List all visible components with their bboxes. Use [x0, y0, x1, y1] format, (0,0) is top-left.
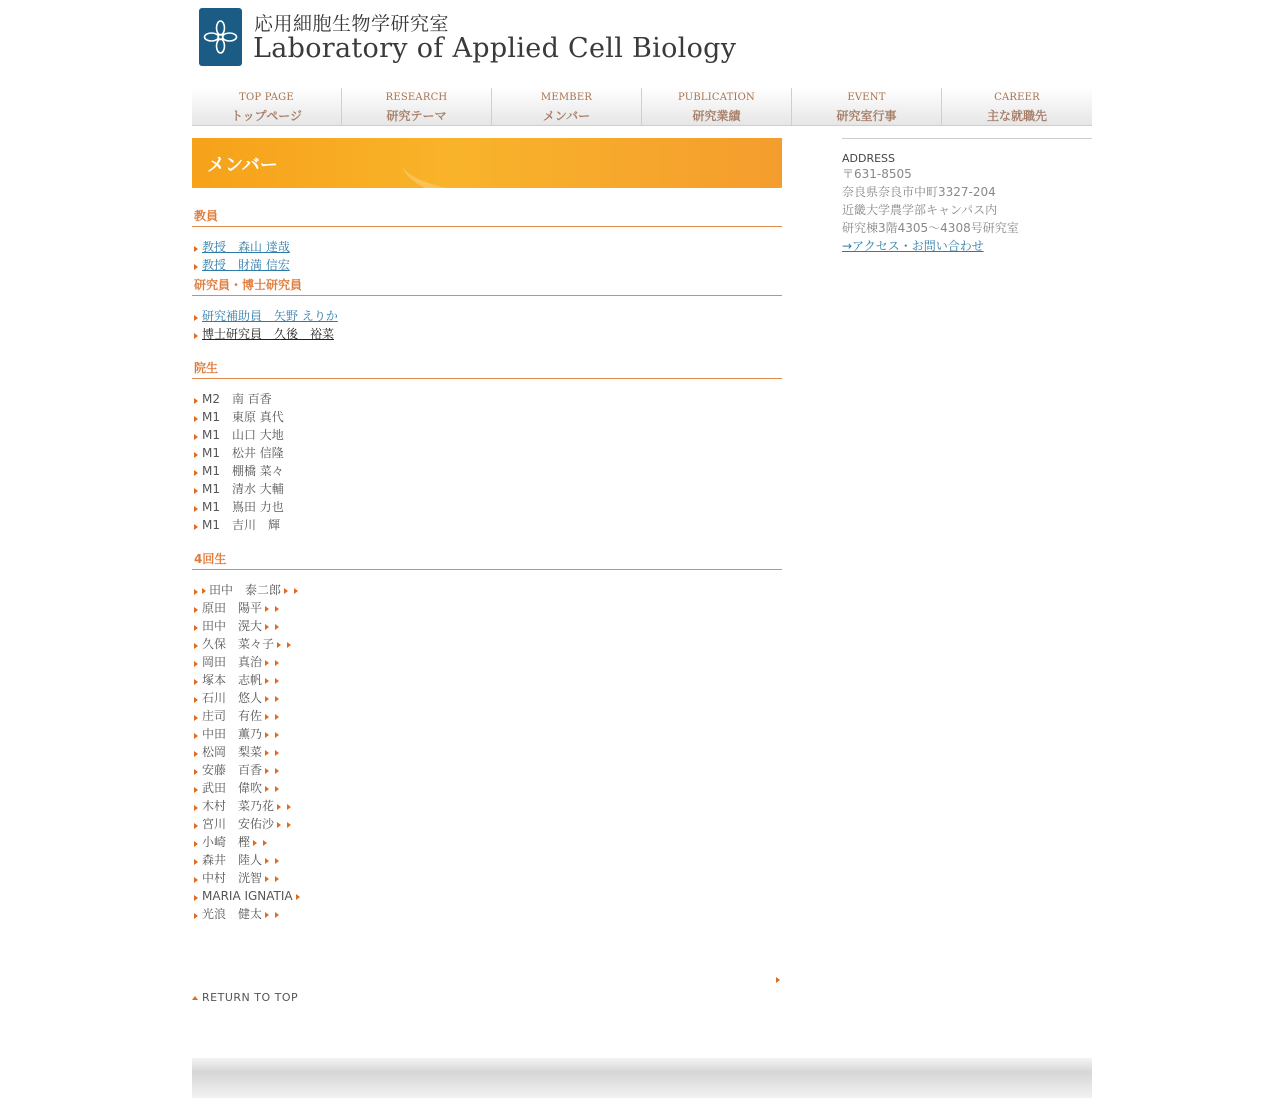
bullet-arrow-icon	[275, 714, 279, 720]
section-heading-fourth-year: 4回生	[192, 550, 782, 570]
bullet-arrow-icon	[275, 876, 279, 882]
member-name: 森井 陸人	[202, 853, 263, 867]
main-nav	[192, 88, 1092, 126]
nav-label-en: EVENT	[847, 92, 886, 103]
fourth-year-list	[192, 581, 782, 923]
site-title-en: Laboratory of Applied Cell Biology	[253, 33, 737, 64]
nav-event[interactable]	[792, 88, 942, 126]
bullet-arrow-icon	[287, 642, 291, 648]
address-campus: 近畿大学農学部キャンパス内	[842, 203, 998, 217]
researcher-list	[192, 307, 782, 343]
bullet-arrow-icon	[294, 588, 298, 594]
list-item	[192, 887, 782, 905]
member-name: MARIA IGNATIA	[202, 889, 293, 903]
list-item	[192, 797, 782, 815]
bullet-arrow-icon	[275, 786, 279, 792]
list-item: M1 吉川 輝	[192, 516, 782, 534]
nav-career[interactable]	[942, 88, 1092, 126]
list-item: M1 棚橋 菜々	[192, 462, 782, 480]
nav-label-jp: トップページ	[231, 109, 302, 123]
list-item: M1 山口 大地	[192, 426, 782, 444]
member-name: 小崎 樫	[202, 835, 251, 849]
return-to-top-label: RETURN TO TOP	[202, 991, 299, 1004]
bullet-arrow-icon	[263, 840, 267, 846]
bullet-arrow-icon	[287, 804, 291, 810]
address-postal: 〒631-8505	[842, 167, 912, 181]
member-name: 中村 洸智	[202, 871, 263, 885]
address-sidebar	[842, 138, 1092, 255]
list-item	[192, 761, 782, 779]
list-item	[192, 869, 782, 887]
list-item	[192, 833, 782, 851]
bullet-arrow-icon	[275, 606, 279, 612]
nav-label-jp: 研究業績	[692, 109, 741, 123]
page-title-banner	[192, 138, 782, 188]
bullet-arrow-icon	[265, 750, 269, 756]
page-title: メンバー	[207, 155, 278, 176]
list-item	[192, 725, 782, 743]
list-item	[192, 707, 782, 725]
nav-label-en: PUBLICATION	[677, 92, 755, 103]
list-item	[192, 743, 782, 761]
member-link[interactable]: 研究補助員 矢野 えりか	[202, 309, 338, 323]
bullet-arrow-icon	[265, 696, 269, 702]
member-name: 安藤 百香	[202, 763, 263, 777]
list-item: M1 清水 大輔	[192, 480, 782, 498]
bullet-arrow-icon	[275, 768, 279, 774]
address-label: ADDRESS	[842, 152, 896, 165]
bullet-arrow-icon	[296, 894, 300, 900]
list-item	[192, 689, 782, 707]
member-link[interactable]: 博士研究員 久後 裕菜	[202, 327, 335, 341]
list-item	[192, 307, 782, 325]
list-item	[192, 238, 782, 256]
bullet-arrow-icon	[776, 977, 780, 983]
bullet-arrow-icon	[275, 678, 279, 684]
member-name: 中田 薫乃	[202, 727, 263, 741]
section-heading-researchers: 研究員・博士研究員	[192, 276, 782, 296]
bullet-arrow-icon	[265, 624, 269, 630]
nav-publication[interactable]	[642, 88, 792, 126]
member-name: 松岡 梨菜	[202, 745, 263, 759]
banner-swoosh-decoration	[402, 138, 782, 188]
bullet-arrow-icon	[265, 786, 269, 792]
member-name: 塚本 志帆	[202, 673, 263, 687]
bullet-arrow-icon	[265, 876, 269, 882]
bullet-arrow-icon	[275, 732, 279, 738]
bullet-arrow-icon	[277, 804, 281, 810]
list-item: M1 嶌田 力也	[192, 498, 782, 516]
list-item	[192, 851, 782, 869]
nav-label-jp: 研究テーマ	[386, 109, 447, 123]
member-content	[192, 200, 782, 923]
faculty-list	[192, 238, 782, 274]
bullet-arrow-icon	[265, 768, 269, 774]
nav-research[interactable]	[342, 88, 492, 126]
bullet-arrow-icon	[275, 696, 279, 702]
bullet-arrow-icon	[275, 660, 279, 666]
nav-label-jp: 主な就職先	[986, 109, 1047, 123]
bullet-arrow-icon	[253, 840, 257, 846]
bullet-arrow-icon	[265, 714, 269, 720]
nav-label-en: TOP PAGE	[239, 92, 294, 103]
member-name: 木村 菜乃花	[202, 799, 275, 813]
bullet-arrow-icon	[265, 606, 269, 612]
section-heading-faculty: 教員	[192, 207, 782, 227]
member-link[interactable]: 教授 森山 達哉	[202, 240, 290, 254]
access-contact-link[interactable]: →アクセス・お問い合わせ	[842, 239, 984, 253]
member-name: 久保 菜々子	[202, 637, 275, 651]
nav-label-jp: メンバー	[542, 109, 591, 123]
list-item: M2 南 百香	[192, 390, 782, 408]
list-item	[192, 905, 782, 923]
member-name: 庄司 有佐	[202, 709, 263, 723]
return-to-top-link[interactable]	[192, 991, 298, 1004]
member-name: 岡田 真治	[202, 655, 263, 669]
nav-label-en: MEMBER	[540, 92, 593, 103]
list-item	[192, 653, 782, 671]
bullet-arrow-icon	[275, 750, 279, 756]
list-item: M1 松井 信隆	[192, 444, 782, 462]
list-item	[192, 779, 782, 797]
list-item	[192, 581, 782, 599]
list-item: M1 東原 真代	[192, 408, 782, 426]
nav-label-en: RESEARCH	[385, 92, 448, 103]
address-room: 研究棟3階4305～4308号研究室	[842, 221, 1019, 235]
member-name: 田中 滉大	[202, 619, 263, 633]
nav-member[interactable]	[492, 88, 642, 126]
bullet-arrow-icon	[275, 624, 279, 630]
bullet-arrow-icon	[202, 588, 206, 594]
member-name: 石川 悠人	[202, 691, 263, 705]
bullet-arrow-icon	[275, 912, 279, 918]
bullet-arrow-icon	[287, 822, 291, 828]
nav-label-en: CAREER	[994, 92, 1040, 103]
bullet-arrow-icon	[265, 678, 269, 684]
page-footer	[192, 1058, 1092, 1098]
section-heading-grad: 院生	[192, 359, 782, 379]
member-name: 武田 偉吹	[202, 781, 263, 795]
bullet-arrow-icon	[277, 822, 281, 828]
bullet-arrow-icon	[265, 912, 269, 918]
member-name: 原田 陽平	[202, 601, 263, 615]
member-link[interactable]: 教授 財満 信宏	[202, 258, 290, 272]
list-item	[192, 599, 782, 617]
grad-student-list	[192, 390, 782, 534]
bullet-arrow-icon	[277, 642, 281, 648]
bullet-arrow-icon	[265, 732, 269, 738]
bullet-arrow-icon	[284, 588, 288, 594]
lab-logo-icon[interactable]	[199, 8, 242, 66]
up-arrow-icon	[192, 996, 198, 1000]
bullet-arrow-icon	[265, 858, 269, 864]
list-item	[192, 256, 782, 274]
list-item	[192, 815, 782, 833]
nav-label-jp: 研究室行事	[836, 109, 897, 123]
bullet-arrow-icon	[275, 858, 279, 864]
bullet-arrow-icon	[265, 660, 269, 666]
site-title-jp: 応用細胞生物学研究室	[254, 13, 450, 35]
member-name: 田中 泰二郎	[209, 583, 282, 597]
address-city: 奈良県奈良市中町3327-204	[842, 185, 996, 199]
member-name: 光浪 健太	[202, 907, 263, 921]
list-item	[192, 635, 782, 653]
member-name: 宮川 安佑沙	[202, 817, 275, 831]
list-item	[192, 617, 782, 635]
nav-top-page[interactable]	[192, 88, 342, 126]
list-item	[192, 325, 782, 343]
list-item	[192, 671, 782, 689]
